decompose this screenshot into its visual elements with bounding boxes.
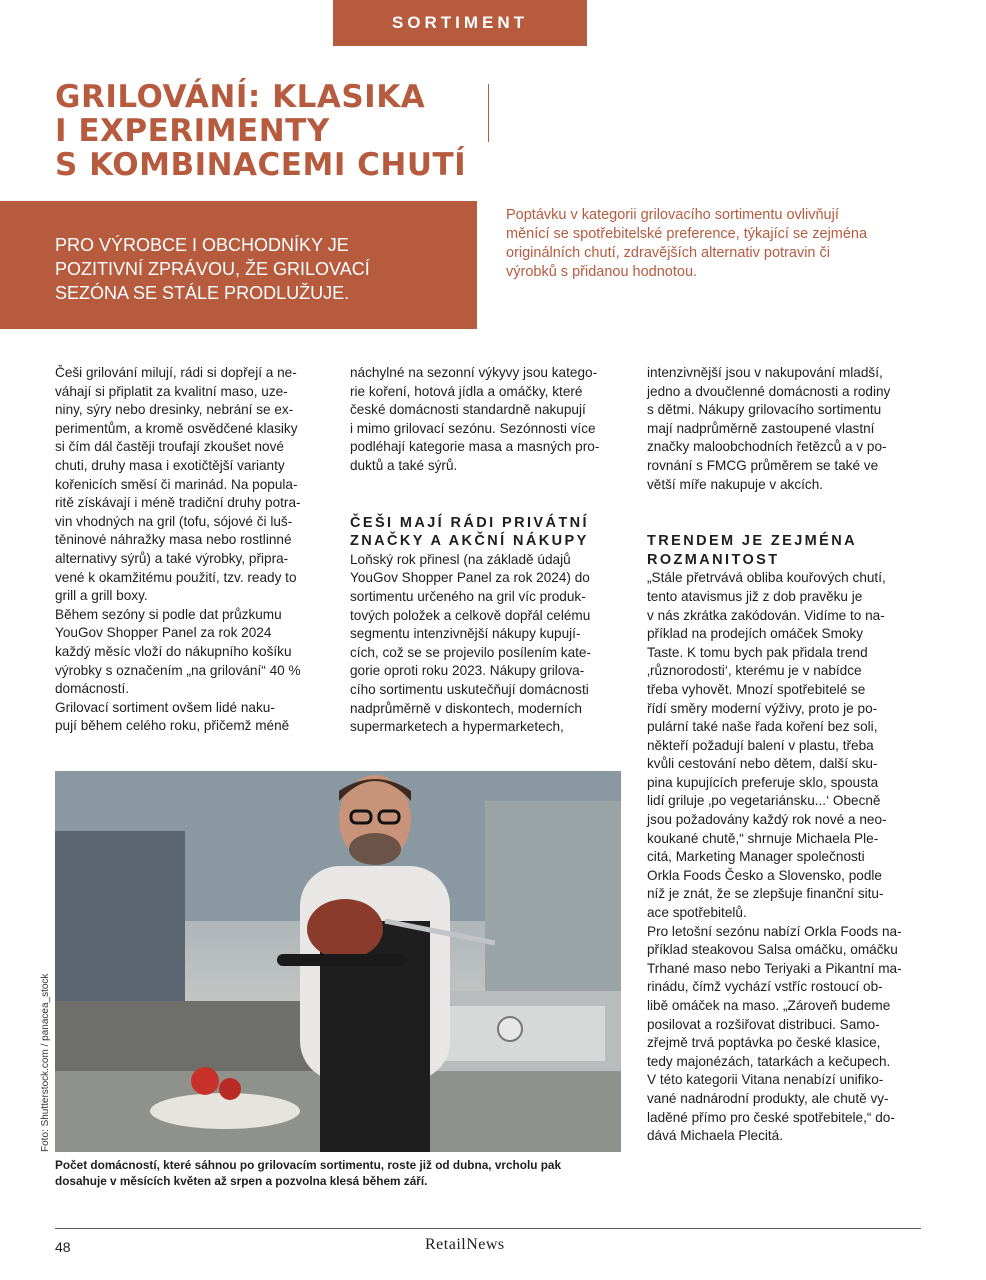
body-line: rovnání s FMCG průměrem se také ve xyxy=(647,457,879,473)
body-line: zřejmě trvá poptávka po české klasice, xyxy=(647,1035,881,1051)
body-line: tových položek a celkově dopřál celému xyxy=(350,607,591,623)
lead-line: PRO VÝROBCE I OBCHODNÍKY JE xyxy=(55,235,349,255)
body-line: Taste. K tomu bych pak přidala trend xyxy=(647,644,868,660)
caption-line: dosahuje v měsících květen až srpen a pozvolna klesá během září. xyxy=(55,1173,428,1188)
body-line: YouGov Shopper Panel za rok 2024) do xyxy=(350,570,590,586)
body-line: ace spotřebitelů. xyxy=(647,905,747,921)
body-line: alternativy sýrů) a také výrobky, připra- xyxy=(55,550,289,566)
body-line: chuti, druhy masa i exotičtější varianty xyxy=(55,457,285,473)
body-line: nadprůměrně v diskontech, moderních xyxy=(350,700,582,716)
body-line: supermarketech a hypermarketech, xyxy=(350,719,564,735)
body-line: tedy majonézách, tatarkách a kečupech. xyxy=(647,1053,891,1069)
body-line: pina kupujících preferuje sklo, spousta xyxy=(647,774,879,790)
body-line: posilovat a rozšiřovat distribuci. Samo- xyxy=(647,1016,880,1032)
body-line: dává Michaela Plecitá. xyxy=(647,1128,784,1144)
grill-scene-illustration xyxy=(55,771,621,1152)
intro-paragraph xyxy=(506,206,936,282)
body-line: níž je znát, že se zlepšuje finanční situ- xyxy=(647,886,884,902)
body-line: těninové náhražky masa nebo rostlinné xyxy=(55,532,292,548)
body-line: příklad steakovou Salsa omáčku, omáčku xyxy=(647,942,898,958)
body-line: libě omáček na maso. „Zároveň budeme xyxy=(647,998,891,1013)
body-line: řídí směry moderní výživy, proto je po- xyxy=(647,700,878,716)
photo-credit: Foto: Shutterstock.com / panacea_stock xyxy=(40,973,51,1152)
body-line: výrobky s označením „na grilování“ 40 % xyxy=(55,662,301,678)
body-line: jsou požadovány každý rok nové a neo- xyxy=(647,812,887,828)
body-line: grill a grill boxy. xyxy=(55,588,148,604)
body-line: Trhané maso nebo Teriyaki a Pikantní ma- xyxy=(647,960,902,976)
body-line: intenzivnější jsou v nakupování mladší, xyxy=(647,365,883,380)
section-label-text: SORTIMENT xyxy=(391,13,529,32)
body-line: niny, sýry nebo dresinky, nebrání se ex- xyxy=(55,402,294,418)
body-line: české domácnosti standardně nakupují xyxy=(350,402,586,418)
caption-line: Počet domácností, které sáhnou po grilovacím sortimentu, roste již od dubna, vrcholu pak xyxy=(55,1158,562,1172)
subheading-private-labels xyxy=(350,514,599,551)
body-line: Orkla Foods Česko a Slovensko, podle xyxy=(647,867,882,883)
body-line: laděné přímo pro české spotřebitele,“ do- xyxy=(647,1109,895,1125)
subheading-line: ČEŠI MAJÍ RÁDI PRIVÁTNÍ xyxy=(350,514,589,531)
body-line: „Stále přetrvává obliba kouřových chutí, xyxy=(647,570,886,586)
body-column-3 xyxy=(647,364,902,1146)
body-line: YouGov Shopper Panel za rok 2024 xyxy=(55,625,272,641)
body-line: segmentu intenzivnější nákupy kupují- xyxy=(350,626,581,642)
body-line: značky maloobchodních řetězců a v po- xyxy=(647,439,887,455)
body-line: Češi grilování milují, rádi si dopřejí a ne- xyxy=(55,365,297,380)
body-line: koukané chutě,“ shrnuje Michaela Ple- xyxy=(647,830,879,846)
body-line: třeba vyhovět. Mnozí spotřebitelé se xyxy=(647,681,866,697)
article-headline xyxy=(55,80,475,182)
body-column-2 xyxy=(350,364,599,737)
footer-divider xyxy=(55,1228,921,1229)
intro-line: Poptávku v kategorii grilovacího sortimentu ovlivňují xyxy=(506,207,839,223)
section-label xyxy=(333,0,587,46)
body-line: vané nadnárodní produkty, ale chutě vy- xyxy=(647,1090,889,1106)
body-line: gorie oproti roku 2023. Nákupy grilova- xyxy=(350,663,585,679)
body-line: kořenicích směsí či marinád. Na popula- xyxy=(55,476,298,492)
subheading-line: TRENDEM JE ZEJMÉNA xyxy=(647,533,857,550)
lead-line: SEZÓNA SE STÁLE PRODLUŽUJE. xyxy=(55,283,350,303)
body-line: lidí griluje ‚po vegetariánsku...‘ Obecně xyxy=(647,793,881,809)
headline-line: I EXPERIMENTY xyxy=(55,113,330,149)
body-line: s dětmi. Nákupy grilovacího sortimentu xyxy=(647,402,882,418)
body-line: cích, což se se projevilo posílením kate- xyxy=(350,644,592,660)
body-line: podléhají kategorie masa a masných pro- xyxy=(350,439,600,455)
body-line: mají nadprůměrně zastoupené vlastní xyxy=(647,420,875,436)
body-line: i mimo grilovací sezónu. Sezónnosti více xyxy=(350,420,596,436)
body-line: každý měsíc vloží do nákupního košíku xyxy=(55,643,292,659)
body-line: perimentům, a kromě osvědčené klasiky xyxy=(55,420,298,436)
subheading-line: ROZMANITOST xyxy=(647,551,780,568)
body-column-1 xyxy=(55,364,301,736)
body-line: Pro letošní sezónu nabízí Orkla Foods na- xyxy=(647,923,902,939)
headline-line: S KOMBINACEMI CHUTÍ xyxy=(55,147,467,183)
spacer xyxy=(647,494,902,532)
intro-line: originálních chutí, zdravějších alternativ potravin či xyxy=(506,245,830,261)
body-line: Grilovací sortiment ovšem lidé naku- xyxy=(55,699,275,715)
subheading-variety xyxy=(647,532,902,569)
body-line: příklad na prodejích omáček Smoky xyxy=(647,626,864,642)
body-line: ritě získávají i méně tradiční druhy potra- xyxy=(55,495,301,511)
body-line: domácností. xyxy=(55,681,130,697)
body-line: větší míře nakupuje v akcích. xyxy=(647,476,824,492)
body-line: V této kategorii Vitana nenabízí unifiko- xyxy=(647,1072,884,1088)
body-line: rinádu, čímž vychází vstříc rostoucí ob- xyxy=(647,979,883,995)
body-line: kvůli cestování nebo dětem, další sku- xyxy=(647,756,878,772)
body-line: sortimentu určeného na gril víc produk- xyxy=(350,588,586,604)
grilling-photo xyxy=(55,771,621,1152)
body-line: si čím dál častěji troufají zkoušet nové xyxy=(55,439,284,455)
body-line: citá, Marketing Manager společnosti xyxy=(647,849,865,865)
body-line: v nás zkrátka zakódován. Vidíme to na- xyxy=(647,607,885,623)
body-line: vené k okamžitému použití, tzv. ready to xyxy=(55,569,297,585)
page-number: 48 xyxy=(55,1239,71,1255)
subheading-line: ZNAČKY A AKČNÍ NÁKUPY xyxy=(350,533,589,550)
photo-caption xyxy=(55,1158,625,1189)
body-line: vin vhodných na gril (tofu, sójové či luš- xyxy=(55,513,293,529)
body-line: tento atavismus již z dob pravěku je xyxy=(647,588,863,604)
body-line: jedno a dvoučlenné domácnosti a rodiny xyxy=(647,383,891,399)
body-line: ‚různorodosti‘, kterému je v nabídce xyxy=(647,663,862,679)
magazine-masthead: RetailNews xyxy=(425,1236,505,1253)
vertical-divider xyxy=(488,84,489,142)
headline-line: GRILOVÁNÍ: KLASIKA xyxy=(55,79,426,115)
body-line: pují během celého roku, přičemž méně xyxy=(55,718,290,734)
body-line: Během sezóny si podle dat průzkumu xyxy=(55,606,282,622)
body-line: duktů a také sýrů. xyxy=(350,457,458,473)
lead-line: POZITIVNÍ ZPRÁVOU, ŽE GRILOVACÍ xyxy=(55,259,370,279)
intro-line: výrobků s přidanou hodnotou. xyxy=(506,264,698,280)
body-line: váhají si připlatit za kvalitní maso, uze- xyxy=(55,383,288,399)
body-line: cího sortimentu uskutečňují domácnosti xyxy=(350,681,589,697)
body-line: Loňský rok přinesl (na základě údajů xyxy=(350,551,571,567)
body-line: rie koření, hotová jídla a omáčky, které xyxy=(350,383,583,399)
intro-line: měnící se spotřebitelské preference, týkající se zejména xyxy=(506,226,868,242)
body-line: pulární také naše řada koření bez soli, xyxy=(647,719,878,735)
body-line: náchylné na sezonní výkyvy jsou katego- xyxy=(350,365,598,380)
spacer xyxy=(350,476,599,514)
body-line: někteří požadují balení v plastu, třeba xyxy=(647,737,874,753)
lead-text xyxy=(55,233,455,305)
